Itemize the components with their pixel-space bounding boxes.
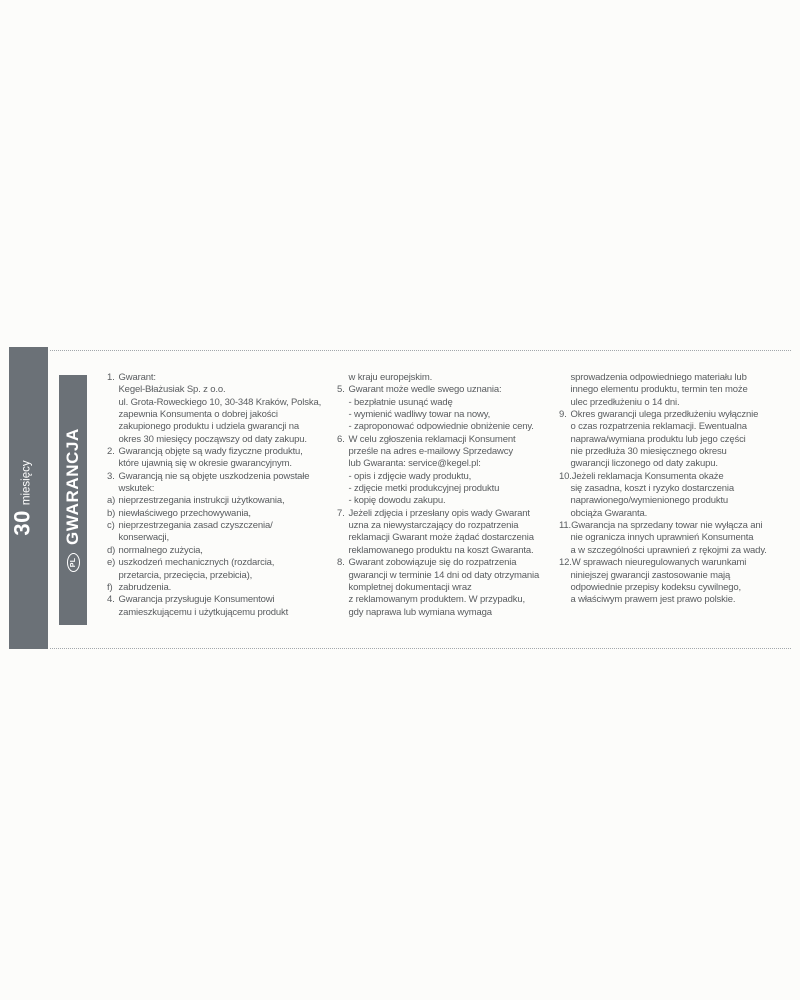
text-line (559, 471, 787, 483)
text-line (107, 532, 335, 544)
text-line (559, 421, 787, 433)
text-line (107, 607, 335, 619)
line-text: W celu zgłoszenia reklamacji Konsument (348, 433, 516, 445)
text-line (337, 372, 565, 384)
list-marker (107, 483, 119, 495)
line-text: - wymienić wadliwy towar na nowy, (348, 409, 491, 421)
line-text: kompletnej dokumentacji wraz (348, 581, 472, 593)
text-line (337, 397, 565, 409)
list-marker: 8. (337, 557, 345, 569)
line-text: uzna za niewystarczający do rozpatrzenia (348, 520, 519, 532)
line-text: niniejszej gwarancji zastosowanie mają (570, 569, 731, 581)
line-text: - zaproponować odpowiednie obniżenie ceny. (348, 421, 534, 433)
text-line (337, 607, 565, 619)
text-line (559, 520, 787, 532)
text-line (107, 458, 335, 470)
line-text: Gwarant może wedle swego uznania: (348, 384, 502, 396)
line-text: a właściwym prawem jest prawo polskie. (570, 594, 736, 606)
list-marker (559, 545, 571, 557)
line-text: naprawionego/wymienionego produktu (570, 495, 729, 507)
duration-value: 30 (9, 510, 34, 536)
text-line (337, 409, 565, 421)
text-line (559, 372, 787, 384)
list-marker (337, 409, 349, 421)
line-text: innego elementu produktu, termin ten może (570, 384, 748, 396)
list-marker (559, 421, 571, 433)
list-marker (107, 532, 119, 544)
line-text: okres 30 miesięcy począwszy od daty zakupu. (118, 433, 307, 445)
warranty-column-1 (107, 372, 335, 619)
text-line (337, 483, 565, 495)
line-text: - kopię dowodu zakupu. (348, 495, 446, 507)
line-text: nie przedłuża 30 miesięcznego okresu (570, 446, 727, 458)
warranty-title-bar (59, 375, 87, 625)
line-text: reklamowanego produktu na koszt Gwaranta. (348, 544, 534, 556)
list-marker (559, 508, 571, 520)
line-text: odpowiednie przepisy kodeksu cywilnego, (570, 581, 742, 593)
list-marker (107, 409, 119, 421)
text-line (107, 446, 335, 458)
list-marker (559, 582, 571, 594)
line-text: się zasadna, koszt i ryzyko dostarczenia (570, 483, 734, 495)
text-line (107, 495, 335, 507)
text-line (337, 495, 565, 507)
line-text: przetarcia, przecięcia, przebicia), (118, 569, 253, 581)
line-text: - zdjęcie metki produkcyjnej produktu (348, 483, 500, 495)
line-text: zakupionego produktu i udziela gwarancji na (118, 421, 300, 433)
line-text: normalnego zużycia, (118, 544, 203, 556)
list-marker: 4. (107, 594, 115, 606)
list-marker (559, 483, 571, 495)
list-marker (337, 372, 349, 384)
line-text: - opis i zdjęcie wady produktu, (348, 470, 472, 482)
list-marker (337, 594, 349, 606)
list-marker (107, 434, 119, 446)
text-line (107, 434, 335, 446)
text-line (337, 594, 565, 606)
list-marker (337, 570, 349, 582)
text-line (337, 532, 565, 544)
text-line (107, 397, 335, 409)
line-text: W sprawach nieuregulowanych warunkami (571, 557, 747, 569)
warranty-title: GWARANCJA (63, 428, 82, 545)
line-text: gwarancji liczonego od daty zakupu. (570, 458, 718, 470)
list-marker (107, 570, 119, 582)
text-line (559, 557, 787, 569)
text-line (107, 594, 335, 606)
list-marker: b) (107, 507, 116, 519)
line-text: zamieszkującemu i użytkującemu produkt (118, 606, 289, 618)
line-text: gdy naprawa lub wymiana wymaga (348, 606, 492, 618)
text-line (559, 397, 787, 409)
text-line (559, 434, 787, 446)
line-text: które ujawnią się w okresie gwarancyjnym. (118, 458, 292, 470)
text-line (107, 582, 335, 594)
line-text: wskutek: (118, 483, 155, 495)
list-marker (559, 495, 571, 507)
list-marker (107, 397, 119, 409)
list-marker: c) (107, 520, 115, 532)
warranty-column-3 (559, 372, 787, 607)
list-marker: 10. (559, 470, 572, 482)
list-marker (559, 458, 571, 470)
line-text: nieprzestrzegania instrukcji użytkowania, (118, 495, 285, 507)
list-marker: 5. (337, 384, 345, 396)
list-marker (107, 607, 119, 619)
list-marker: d) (107, 544, 116, 556)
text-line (107, 545, 335, 557)
text-line (107, 520, 335, 532)
list-marker (559, 446, 571, 458)
text-line (559, 409, 787, 421)
list-marker: a) (107, 495, 116, 507)
line-text: obciąża Gwaranta. (570, 507, 648, 519)
text-line (107, 409, 335, 421)
line-text: Gwarancją nie są objęte uszkodzenia powstałe (118, 470, 310, 482)
text-line (107, 557, 335, 569)
list-marker (337, 421, 349, 433)
text-line (559, 508, 787, 520)
list-marker (337, 471, 349, 483)
list-marker: 12. (559, 557, 572, 569)
line-text: ul. Grota-Roweckiego 10, 30-348 Kraków, Polska, (118, 396, 322, 408)
line-text: Okres gwarancji ulega przedłużeniu wyłącznie (570, 409, 759, 421)
text-line (337, 446, 565, 458)
line-text: z reklamowanym produktem. W przypadku, (348, 594, 525, 606)
line-text: ulec przedłużeniu o 14 dni. (570, 396, 680, 408)
text-line (337, 582, 565, 594)
line-text: Gwarancją objęte są wady fizyczne produktu, (118, 446, 303, 458)
line-text: gwarancji w terminie 14 dni od daty otrzymania (348, 569, 540, 581)
text-line (559, 458, 787, 470)
line-text: Gwarant zobowiązuje się do rozpatrzenia (348, 557, 517, 569)
list-marker: 2. (107, 446, 115, 458)
list-marker (337, 495, 349, 507)
text-line (559, 495, 787, 507)
text-line (559, 483, 787, 495)
text-line (559, 594, 787, 606)
text-line (337, 545, 565, 557)
duration-unit: miesięcy (20, 460, 32, 506)
list-marker (559, 570, 571, 582)
list-marker (559, 397, 571, 409)
text-line (337, 557, 565, 569)
text-line (337, 471, 565, 483)
list-marker: 11. (559, 520, 572, 532)
text-line (337, 458, 565, 470)
text-line (107, 483, 335, 495)
list-marker (337, 520, 349, 532)
text-line (337, 421, 565, 433)
text-line (107, 372, 335, 384)
text-line (559, 545, 787, 557)
list-marker (559, 594, 571, 606)
list-marker: 6. (337, 433, 345, 445)
text-line (107, 471, 335, 483)
list-marker (337, 582, 349, 594)
line-text: konserwacji, (118, 532, 169, 544)
list-marker (107, 458, 119, 470)
list-marker (337, 397, 349, 409)
text-line (337, 520, 565, 532)
list-marker: f) (107, 581, 113, 593)
list-marker (337, 446, 349, 458)
text-line (337, 508, 565, 520)
line-text: zapewnia Konsumenta o dobrej jakości (118, 409, 278, 421)
line-text: zabrudzenia. (118, 581, 172, 593)
text-line (337, 570, 565, 582)
text-line (559, 582, 787, 594)
line-text: niewłaściwego przechowywania, (118, 507, 251, 519)
line-text: reklamacji Gwarant może żądać dostarczenia (348, 532, 534, 544)
list-marker: 9. (559, 409, 567, 421)
list-marker (559, 372, 571, 384)
line-text: uszkodzeń mechanicznych (rozdarcia, (118, 557, 275, 569)
text-line (107, 384, 335, 396)
line-text: prześle na adres e-mailowy Sprzedawcy (348, 446, 513, 458)
list-marker (337, 458, 349, 470)
line-text: w kraju europejskim. (348, 372, 433, 383)
duration-bar (9, 347, 48, 649)
text-line (559, 532, 787, 544)
text-line (337, 384, 565, 396)
text-line (107, 508, 335, 520)
line-text: Jeżeli reklamacja Konsumenta okaże (571, 470, 724, 482)
line-text: - bezpłatnie usunąć wadę (348, 396, 453, 408)
list-marker: 1. (107, 372, 115, 383)
line-text: lub Gwaranta: service@kegel.pl: (348, 458, 481, 470)
line-text: Jeżeli zdjęcia i przesłany opis wady Gwarant (348, 507, 530, 519)
text-line (337, 434, 565, 446)
line-text: nieprzestrzegania zasad czyszczenia/ (118, 520, 273, 532)
list-marker (337, 607, 349, 619)
duration-text (9, 347, 48, 649)
text-line (107, 421, 335, 433)
list-marker (559, 434, 571, 446)
line-text: Gwarancja na sprzedany towar nie wyłącza ani (571, 520, 763, 532)
list-marker (107, 384, 119, 396)
line-text: a w szczególności uprawnień z rękojmi za wady. (570, 544, 767, 556)
text-line (559, 570, 787, 582)
list-marker (337, 483, 349, 495)
list-marker: 7. (337, 507, 345, 519)
line-text: nie ogranicza innych uprawnień Konsumenta (570, 532, 754, 544)
list-marker: 3. (107, 470, 115, 482)
line-text: Gwarancja przysługuje Konsumentowi (118, 594, 275, 606)
list-marker (337, 545, 349, 557)
warranty-column-2 (337, 372, 565, 619)
text-line (559, 384, 787, 396)
list-marker (559, 532, 571, 544)
line-text: naprawa/wymiana produktu lub jego części (570, 433, 746, 445)
warranty-title-text (59, 375, 87, 625)
line-text: o czas rozpatrzenia reklamacji. Ewentualna (570, 421, 747, 433)
text-line (107, 570, 335, 582)
list-marker: e) (107, 557, 116, 569)
list-marker (337, 532, 349, 544)
text-line (559, 446, 787, 458)
pl-language-badge-icon: PL (67, 553, 80, 572)
list-marker (107, 421, 119, 433)
list-marker (559, 384, 571, 396)
line-text: Gwarant: (118, 372, 156, 383)
line-text: sprowadzenia odpowiedniego materiału lub (570, 372, 747, 383)
line-text: Kegel-Błażusiak Sp. z o.o. (118, 384, 226, 396)
